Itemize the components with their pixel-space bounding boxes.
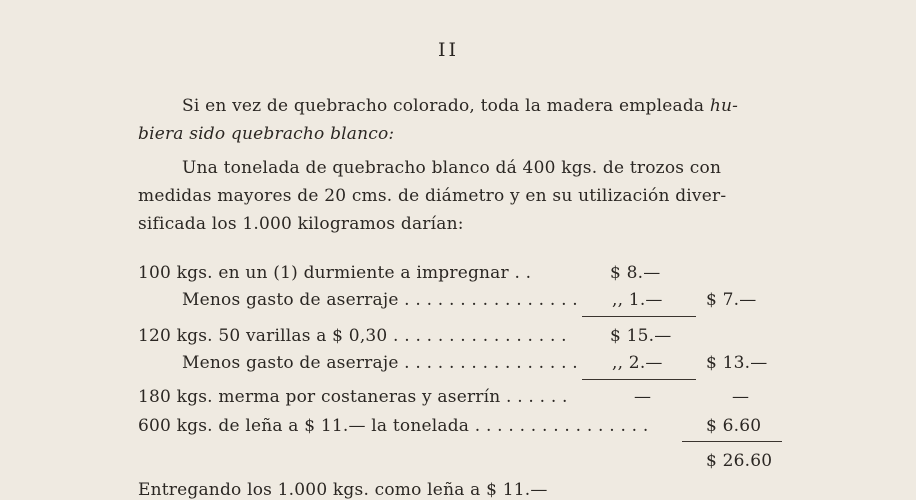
ledger-total: $ 26.60 (706, 451, 773, 471)
ledger-row-label: 120 kgs. 50 varillas a $ 0,30 . . . . . . . . . . . . . . . . (138, 326, 567, 346)
intro-line-1-italic: hu- (709, 96, 739, 116)
ledger-row-col1: $ 15.— (610, 326, 672, 346)
ledger-row-col2: $ 7.— (706, 290, 757, 310)
paragraph-line-3: sificada los 1.000 kilogramos darían: (138, 214, 464, 234)
paragraph-line-2: medidas mayores de 20 cms. de diámetro y en su utilización diver- (138, 186, 727, 206)
ledger-row-col1: ,, 2.— (612, 353, 663, 373)
ledger-row-label: 100 kgs. en un (1) durmiente a impregnar . . (138, 263, 532, 283)
ledger-row-col1: $ 8.— (610, 263, 661, 283)
ledger-row-col1: ,, 1.— (612, 290, 663, 310)
intro-line-1-text: Si en vez de quebracho colorado, toda la madera empleada (182, 96, 710, 116)
subtotal-rule (582, 379, 696, 380)
ledger-row-label: 180 kgs. merma por costaneras y aserrín . . . . . . (138, 387, 568, 407)
final-line: Entregando los 1.000 kgs. como leña a $ 11.— (138, 480, 548, 500)
paragraph-line-1: Una tonelada de quebracho blanco dá 400 kgs. de trozos con (182, 158, 722, 178)
section-heading: II (438, 39, 460, 61)
ledger-row-label: 600 kgs. de leña a $ 11.— la tonelada . . . . . . . . . . . . . . . . (138, 416, 649, 436)
ledger-row-label: Menos gasto de aserraje . . . . . . . . . . . . . . . . (182, 353, 578, 373)
ledger-row-label: Menos gasto de aserraje . . . . . . . . . . . . . . . . (182, 290, 578, 310)
intro-line-2: biera sido quebracho blanco: (138, 124, 395, 144)
subtotal-rule (582, 316, 696, 317)
ledger-row-col2: $ 6.60 (706, 416, 762, 436)
ledger-row-col2: $ 13.— (706, 353, 768, 373)
ledger-row-col2: — (732, 387, 750, 407)
ledger-row-col1: — (634, 387, 652, 407)
total-rule (682, 441, 782, 442)
intro-line-1 (182, 96, 738, 116)
